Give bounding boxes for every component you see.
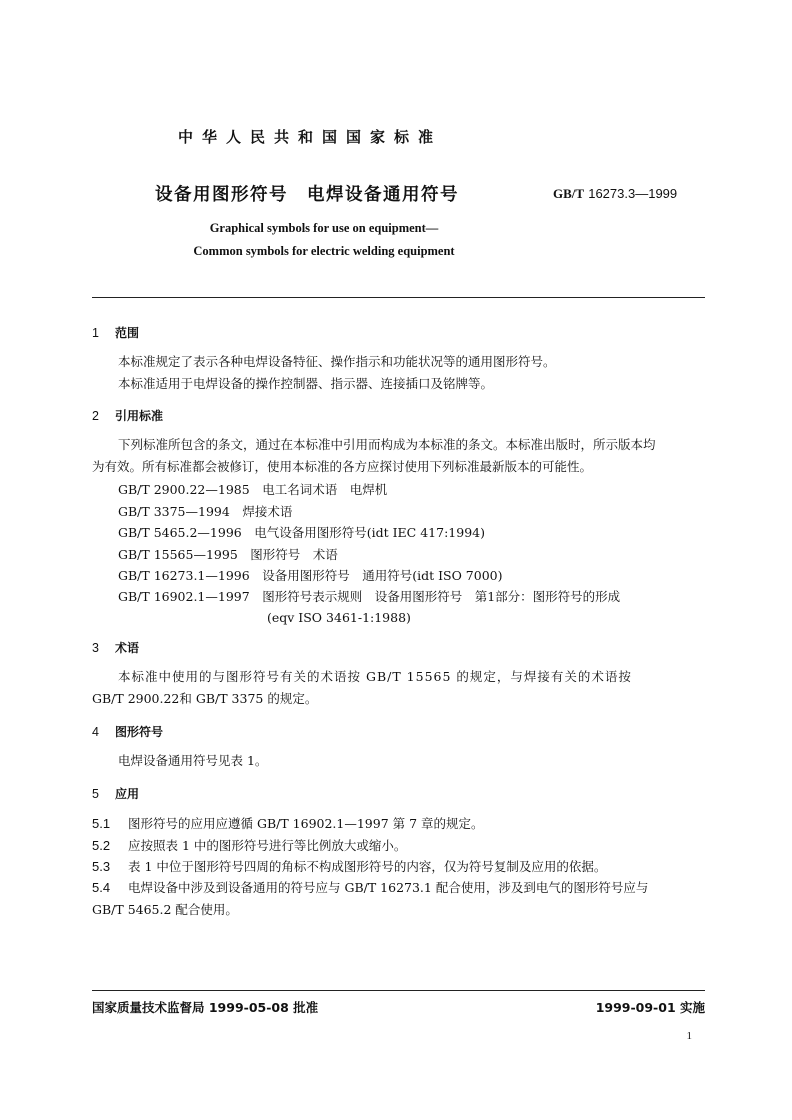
section-3-heading xyxy=(92,639,139,656)
clause-5-2 xyxy=(92,835,705,857)
clause-text: 图形符号的应用应遵循 GB/T 16902.1—1997 第 7 章的规定。 xyxy=(128,816,484,831)
section-1-heading xyxy=(92,324,139,341)
section-1-paragraph-1: 本标准规定了表示各种电焊设备特征、操作指示和功能状况等的通用图形符号。 xyxy=(118,354,556,369)
page-number: 1 xyxy=(686,1030,692,1042)
effective-date: 1999-09-01 实施 xyxy=(595,1000,705,1015)
section-4-paragraph: 电焊设备通用符号见表 1。 xyxy=(118,753,268,768)
clause-number: 5.3 xyxy=(92,859,111,874)
reference-item: GB/T 16902.1—1997 图形符号表示规则 设备用图形符号 第1部分：图形符号的形成 xyxy=(118,589,621,604)
approval-date: 国家质量技术监督局 1999-05-08 批准 xyxy=(92,1000,319,1015)
reference-item: GB/T 3375—1994 焊接术语 xyxy=(118,504,293,519)
clause-number: 5.2 xyxy=(92,838,111,853)
clause-5-4-continuation: GB/T 5465.2 配合使用。 xyxy=(92,902,238,917)
clause-number: 5.1 xyxy=(92,816,111,831)
clause-text: 应按照表 1 中的图形符号进行等比例放大或缩小。 xyxy=(128,838,407,853)
section-1-paragraph-2: 本标准适用于电焊设备的操作控制器、指示器、连接插口及铭牌等。 xyxy=(118,376,494,391)
reference-item: GB/T 16273.1—1996 设备用图形符号 通用符号(idt ISO 7000) xyxy=(118,568,503,583)
section-title: 引用标准 xyxy=(115,409,164,423)
standard-title: 设备用图形符号 电焊设备通用符号 xyxy=(155,185,459,205)
section-3-paragraph-line-2: GB/T 2900.22和 GB/T 3375 的规定。 xyxy=(92,691,318,706)
section-number: 3 xyxy=(92,641,99,655)
section-3-paragraph-line-1: 本标准中使用的与图形符号有关的术语按 GB/T 15565 的规定，与焊接有关的术语按 xyxy=(118,669,632,684)
section-2-paragraph-line-2: 为有效。所有标准都会被修订，使用本标准的各方应探讨使用下列标准最新版本的可能性。 xyxy=(92,459,593,474)
section-5-heading xyxy=(92,785,139,802)
reference-item: GB/T 5465.2—1996 电气设备用图形符号(idt IEC 417:1994) xyxy=(118,525,485,540)
section-number: 4 xyxy=(92,725,99,739)
english-title-line-1: Graphical symbols for use on equipment— xyxy=(209,221,439,235)
reference-item: GB/T 2900.22—1985 电工名词术语 电焊机 xyxy=(118,482,388,497)
section-title: 术语 xyxy=(115,641,140,655)
section-title: 范围 xyxy=(115,326,140,340)
clause-5-1 xyxy=(92,813,705,835)
section-4-heading xyxy=(92,723,163,740)
reference-item-continuation: (eqv ISO 3461-1:1988) xyxy=(267,610,411,625)
footer-divider xyxy=(92,990,705,991)
clause-number: 5.4 xyxy=(92,880,111,895)
section-2-paragraph-line-1: 下列标准所包含的条文，通过在本标准中引用而构成为本标准的条文。本标准出版时，所示版本均 xyxy=(118,437,656,452)
reference-item: GB/T 15565—1995 图形符号 术语 xyxy=(118,547,338,562)
section-2-heading xyxy=(92,407,163,424)
clause-text: 表 1 中位于图形符号四周的角标不构成图形符号的内容，仅为符号复制及应用的依据。 xyxy=(128,859,607,874)
header-divider xyxy=(92,297,705,298)
clause-5-4 xyxy=(92,877,705,899)
section-number: 1 xyxy=(92,326,99,340)
standard-prefix: GB/T xyxy=(553,186,585,201)
clause-text: 电焊设备中涉及到设备通用的符号应与 GB/T 16273.1 配合使用，涉及到电气的图形符号应与 xyxy=(128,880,649,895)
country-standard-header: 中华人民共和国国家标准 xyxy=(177,128,442,146)
section-number: 2 xyxy=(92,409,99,423)
standard-number xyxy=(553,186,677,202)
clause-5-3 xyxy=(92,856,705,878)
section-title: 图形符号 xyxy=(115,725,164,739)
section-title: 应用 xyxy=(115,787,140,801)
section-number: 5 xyxy=(92,787,99,801)
standard-code: 16273.3—1999 xyxy=(588,186,678,201)
english-title-line-2: Common symbols for electric welding equipment xyxy=(193,244,455,258)
